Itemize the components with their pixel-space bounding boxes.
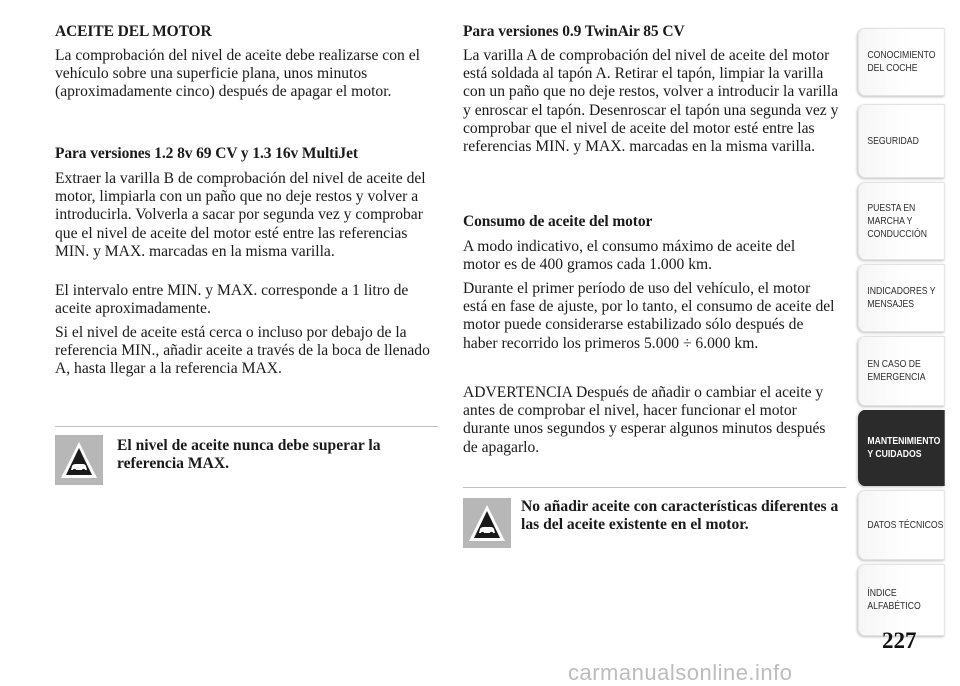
page-number: 227 [882,628,917,653]
subsection-title: Para versiones 1.2 8v 69 CV y 1.3 16v MultiJet [55,145,358,162]
tab-label: CONOCIMIENTO DEL COCHE [867,50,936,74]
section-title: ACEITE DEL MOTOR [55,23,212,40]
tab-seguridad[interactable] [858,104,945,178]
paragraph: Durante el primer período de uso del vehículo, el motor está en fase de ajuste, por lo tanto, el consumo de aceite del motor puede considerarse estabilizado sólo después de haber recorrido los primeros 5.000 ÷ 6.000 km. [463,280,835,352]
tab-label: MANTENIMIENTO Y CUIDADOS [867,436,941,460]
tab-indicadores[interactable] [858,264,945,332]
tab-label: INDICADORES Y MENSAJES [867,286,936,310]
paragraph: A modo indicativo, el consumo máximo de aceite del motor es de 400 gramos cada 1.000 km. [463,238,796,274]
watermark: carmanualsonline.info [568,660,793,685]
tab-indice-alfabetico[interactable] [858,564,945,636]
tab-label: PUESTA EN MARCHA Y CONDUCCIÓN [867,202,928,240]
car-warning-icon [463,498,511,548]
tab-conocimiento[interactable] [858,28,945,96]
tab-label: SEGURIDAD [867,135,919,147]
tab-datos-tecnicos[interactable] [858,490,945,560]
paragraph: Si el nivel de aceite está cerca o incluso por debajo de la referencia MIN., añadir aceite a través de la boca de llenado A, hasta llegar a la referencia MAX. [55,324,430,378]
paragraph: La comprobación del nivel de aceite debe realizarse con el vehículo sobre una superficie plana, unos minutos (aproximadamente cinco) después de apagar el motor. [55,47,420,101]
paragraph: El intervalo entre MIN. y MAX. corresponde a 1 litro de aceite aproximadamente. [55,282,409,318]
tab-label: ÍNDICE ALFABÉTICO [867,588,921,612]
paragraph: La varilla A de comprobación del nivel de aceite del motor está soldada al tapón A. Retirar el tapón, limpiar la varilla con un paño que no deje restos, volver a introducir la varilla y enroscar el tapón. Desenroscar el tapón una segunda vez y comprobar que el nivel de aceite del motor esté entre las referencias MIN. y MAX. marcadas en la misma varilla. [463,47,839,156]
warning-text: No añadir aceite con características diferentes a las del aceite existente en el motor. [521,498,839,534]
warning-box [55,426,438,487]
tab-emergencia[interactable] [858,336,945,406]
tab-label: EN CASO DE EMERGENCIA [867,359,926,383]
car-warning-icon [55,435,103,485]
subsection-title: Consumo de aceite del motor [463,213,653,230]
paragraph: Extraer la varilla B de comprobación del nivel de aceite del motor, limpiarla con un paño que no deje restos y volver a introducirla. Volverla a sacar por segunda vez y comprobar que el nivel de aceite del motor esté entre las referencias MIN. y MAX. marcadas en la misma varilla. [55,170,426,260]
warning-text: El nivel de aceite nunca debe superar la referencia MAX. [117,437,381,473]
paragraph: ADVERTENCIA Después de añadir o cambiar el aceite y antes de comprobar el nivel, hacer funcionar el motor durante unos segundos y esperar algunos minutos después de apagarlo. [463,384,826,456]
tab-label: DATOS TÉCNICOS [867,519,944,531]
warning-box [463,487,846,558]
tab-puesta-en-marcha[interactable] [858,182,945,260]
tab-mantenimiento[interactable] [858,410,945,486]
subsection-title: Para versiones 0.9 TwinAir 85 CV [463,23,685,40]
